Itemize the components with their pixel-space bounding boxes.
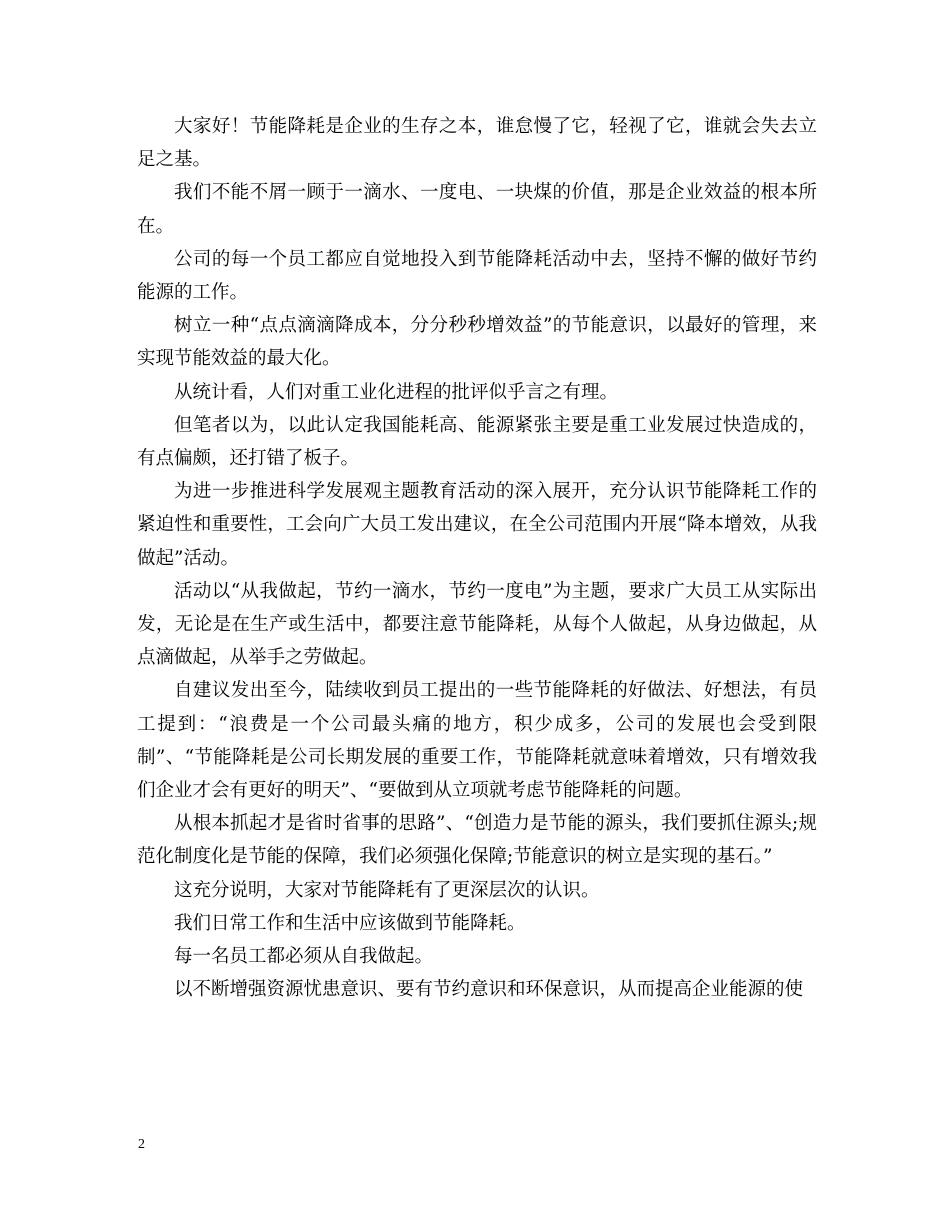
paragraph-9: 自建议发出至今，陆续收到员工提出的一些节能降耗的好做法、好想法，有员工提到：“浪费是一个公司最头痛的地方，积少成多，公司的发展也会受到限制”、“节能降耗是公司长期发展的重要工作，节能降耗就意味着增效，只有增效我们企业才会有更好的明天”、“要做到从立项就考虑节能降耗的问题。 [137, 680, 817, 802]
paragraph-11: 这充分说明，大家对节能降耗有了更深层次的认识。 [174, 879, 600, 901]
paragraph-5: 从统计看，人们对重工业化进程的批评似乎言之有理。 [174, 381, 619, 403]
paragraph-12: 我们日常工作和生活中应该做到节能降耗。 [174, 912, 526, 934]
paragraph-13: 每一名员工都必须从自我做起。 [174, 946, 434, 968]
paragraph-4: 树立一种“点点滴滴降成本，分分秒秒增效益”的节能意识，以最好的管理，来实现节能效益的最大化。 [137, 315, 817, 370]
paragraph-7: 为进一步推进科学发展观主题教育活动的深入展开，充分认识节能降耗工作的紧迫性和重要性，工会向广大员工发出建议，在全公司范围内开展“降本增效，从我做起”活动。 [137, 481, 817, 569]
paragraph-3: 公司的每一个员工都应自觉地投入到节能降耗活动中去，坚持不懈的做好节约能源的工作。 [137, 248, 817, 304]
page-number: 2 [138, 1137, 145, 1152]
paragraph-10: 从根本抓起才是省时省事的思路”、“创造力是节能的源头，我们要抓住源头;规范化制度化是节能的保障，我们必须强化保障;节能意识的树立是实现的基石。” [137, 813, 817, 868]
paragraph-14: 以不断增强资源忧患意识、要有节约意识和环保意识，从而提高企业能源的使 [174, 979, 804, 1001]
paragraph-8: 活动以“从我做起，节约一滴水，节约一度电”为主题，要求广大员工从实际出发，无论是在生产或生活中，都要注意节能降耗，从每个人做起，从身边做起，从点滴做起，从举手之劳做起。 [137, 580, 817, 669]
paragraph-2: 我们不能不屑一顾于一滴水、一度电、一块煤的价值，那是企业效益的根本所在。 [137, 182, 817, 237]
paragraph-6: 但笔者以为，以此认定我国能耗高、能源紧张主要是重工业发展过快造成的，有点偏颇，还打错了板子。 [137, 414, 817, 470]
paragraph-1: 大家好！节能降耗是企业的生存之本，谁怠慢了它，轻视了它，谁就会失去立足之基。 [137, 116, 817, 171]
document-body [137, 110, 817, 1006]
